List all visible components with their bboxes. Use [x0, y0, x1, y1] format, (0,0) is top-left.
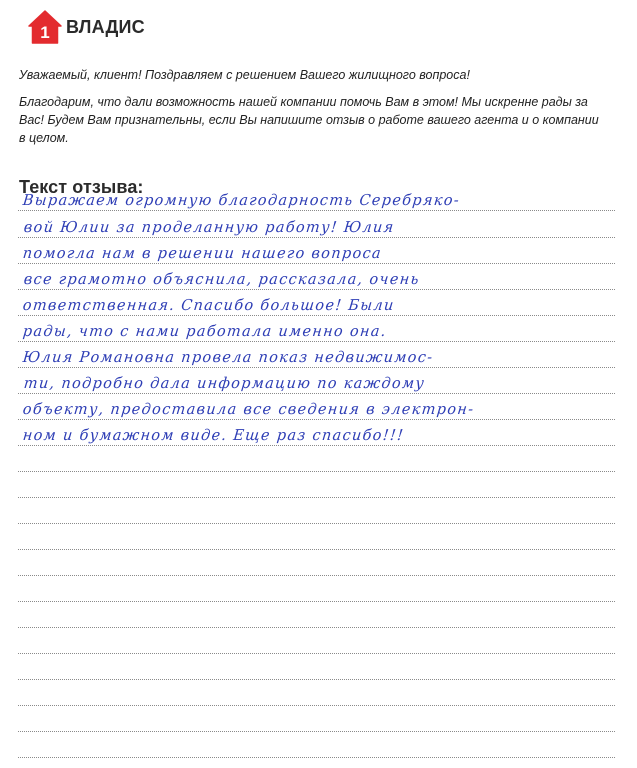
handwritten-line: ти, подробно дала информацию по каждому [23, 374, 427, 392]
thanks-text: Благодарим, что дали возможность нашей компании помочь Вам в этом! Мы искренне рады за Вас! Будем Вам признательны, если Вы напишите отзыв о работе вашего агента и о компании в целом. [19, 95, 599, 145]
handwritten-line: помогла нам в решении нашего вопроса [22, 244, 383, 262]
greeting-text: Уважаемый, клиент! Поздравляем с решением Вашего жилищного вопроса! [19, 68, 470, 82]
ruled-line [18, 497, 615, 498]
ruled-line [18, 731, 615, 732]
handwritten-line: ответственная. Спасибо большое! Были [22, 296, 396, 314]
handwritten-line: рады, что с нами работала именно она. [22, 322, 388, 340]
handwritten-line: объекту, предоставила все сведения в электрон- [22, 400, 476, 418]
ruled-line [18, 471, 615, 472]
ruled-line [18, 419, 615, 420]
ruled-line [18, 575, 615, 576]
ruled-line [18, 653, 615, 654]
handwritten-line: ном и бумажном виде. Еще раз спасибо!!! [22, 426, 406, 444]
ruled-line [18, 210, 615, 211]
ruled-line [18, 289, 615, 290]
ruled-line [18, 367, 615, 368]
ruled-line [18, 679, 615, 680]
ruled-line [18, 237, 615, 238]
ruled-line [18, 523, 615, 524]
review-heading: Текст отзыва: [19, 177, 144, 197]
logo-digit: 1 [40, 23, 50, 42]
ruled-line [18, 341, 615, 342]
handwritten-line: все грамотно объяснила, рассказала, очень [23, 270, 421, 288]
ruled-line [18, 757, 615, 758]
brand-logo [27, 9, 145, 45]
house-icon [27, 9, 63, 45]
ruled-line [18, 315, 615, 316]
handwritten-line: Юлия Романовна провела показ недвижимос- [22, 348, 435, 366]
ruled-line [18, 627, 615, 628]
handwritten-line: Выражаем огромную благодарность Серебряко- [22, 191, 462, 209]
ruled-line [18, 549, 615, 550]
ruled-line [18, 393, 615, 394]
ruled-line [18, 445, 615, 446]
handwritten-line: вой Юлии за проделанную работу! Юлия [23, 218, 396, 236]
brand-name: ВЛАДИС [66, 16, 145, 37]
ruled-line [18, 263, 615, 264]
ruled-line [18, 705, 615, 706]
ruled-line [18, 601, 615, 602]
